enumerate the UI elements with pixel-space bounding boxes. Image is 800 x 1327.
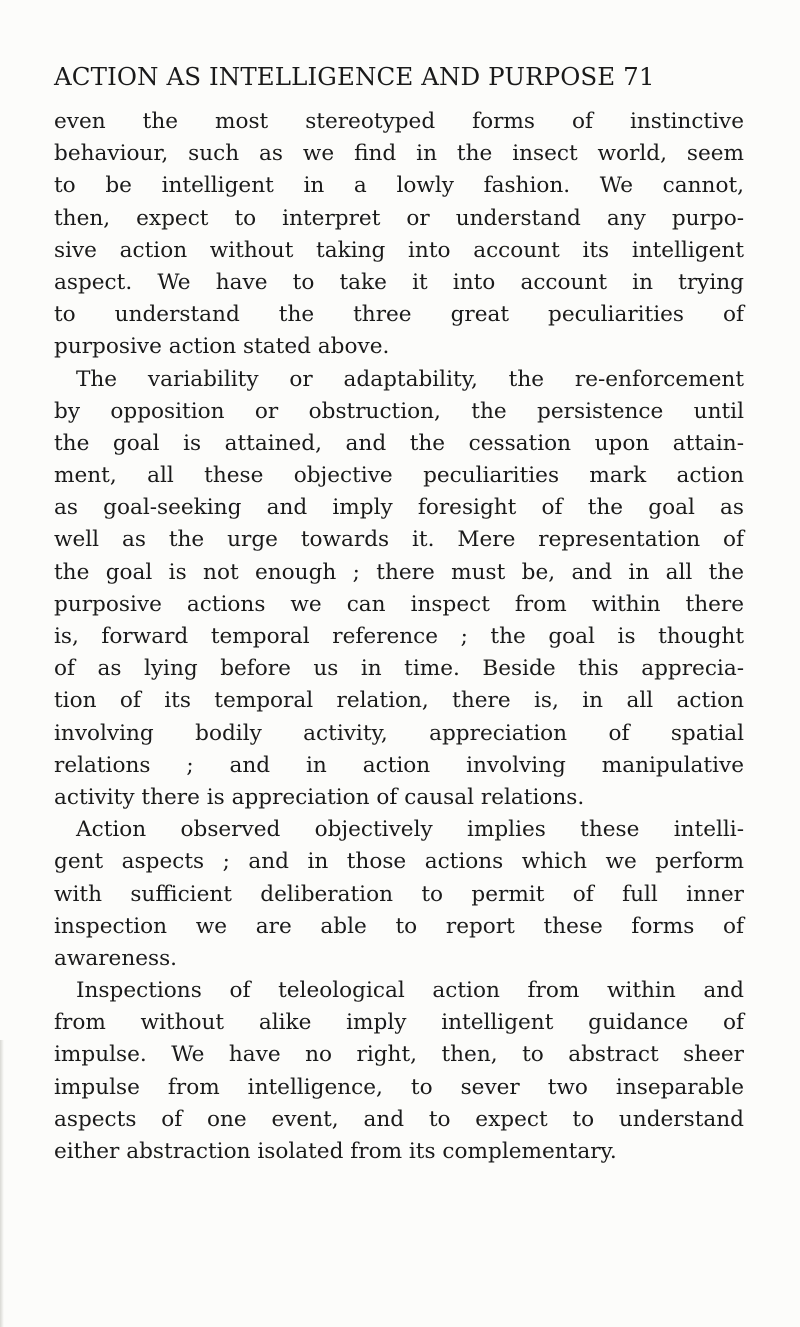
text-line: the goal is attained, and the cessation upon attain- [54, 430, 744, 456]
text-line: purposive action stated above. [54, 334, 390, 360]
text-line: to understand the three great peculiarities of [54, 302, 744, 328]
text-line: of as lying before us in time. Beside this apprecia- [54, 656, 744, 682]
book-page [54, 60, 744, 1168]
text-line: as goal-seeking and imply foresight of the goal as [54, 495, 744, 521]
text-line: relations ; and in action involving manipulative [54, 752, 744, 778]
text-line: with sufficient deliberation to permit of full inner [54, 881, 744, 907]
text-line: activity there is appreciation of causal relations. [54, 784, 585, 810]
text-line: tion of its temporal relation, there is, in all action [54, 688, 744, 714]
text-line: either abstraction isolated from its complementary. [54, 1139, 617, 1164]
text-line: to be intelligent in a lowly fashion. We cannot, [54, 173, 744, 199]
text-line: impulse from intelligence, to sever two inseparable [54, 1074, 744, 1100]
paragraph [54, 364, 744, 815]
text-line: aspect. We have to take it into account in trying [54, 269, 744, 295]
running-header [54, 60, 744, 106]
text-line: Inspections of teleological action from within and [76, 978, 744, 1004]
text-line: gent aspects ; and in those actions which we perform [54, 849, 744, 875]
text-line: The variability or adaptability, the re-enforcement [76, 366, 744, 392]
text-line: by opposition or obstruction, the persistence until [54, 398, 744, 424]
text-line: awareness. [54, 945, 178, 971]
paragraph [54, 814, 744, 975]
text-line: involving bodily activity, appreciation of spatial [54, 720, 744, 746]
text-line: aspects of one event, and to expect to understand [54, 1106, 744, 1132]
text-line: behaviour, such as we find in the insect world, seem [54, 141, 744, 167]
running-title: ACTION AS INTELLIGENCE AND PURPOSE [54, 62, 616, 91]
text-line: inspection we are able to report these forms of [54, 913, 744, 939]
text-line: purposive actions we can inspect from within there [54, 591, 744, 617]
text-line: Action observed objectively implies these intelli- [76, 817, 744, 843]
text-line: sive action without taking into account its intelligent [54, 237, 744, 263]
paragraph [54, 975, 744, 1168]
text-line: the goal is not enough ; there must be, and in all the [54, 559, 744, 585]
text-line: ment, all these objective peculiarities mark action [54, 463, 744, 489]
text-line: well as the urge towards it. Mere representation of [54, 527, 744, 553]
text-line: is, forward temporal reference ; the goal is thought [54, 624, 744, 649]
text-line: then, expect to interpret or understand any purpo- [54, 205, 744, 231]
page-edge-shadow [0, 1040, 4, 1327]
paragraph [54, 106, 744, 364]
page-number: 71 [623, 62, 655, 91]
text-line: even the most stereotyped forms of instinctive [54, 109, 744, 134]
text-line: impulse. We have no right, then, to abstract sheer [54, 1042, 744, 1068]
text-line: from without alike imply intelligent guidance of [54, 1010, 744, 1036]
body-text [54, 106, 744, 1168]
